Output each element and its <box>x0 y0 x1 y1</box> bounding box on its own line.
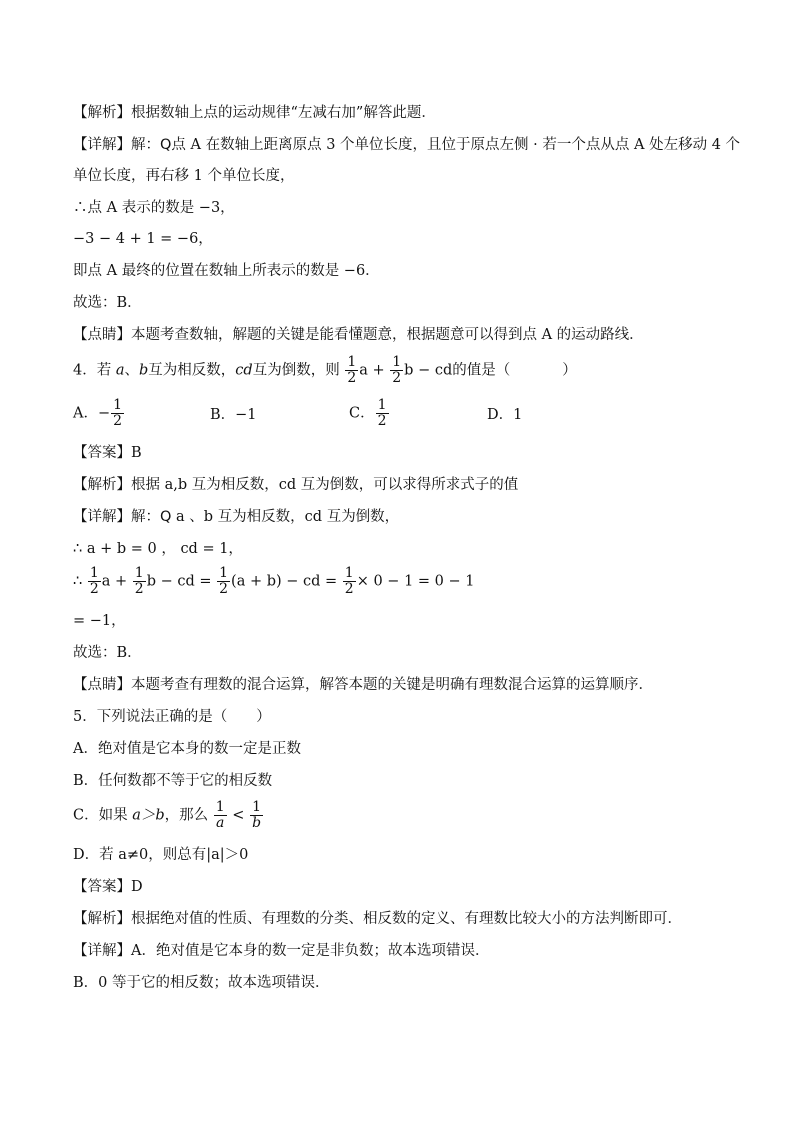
analysis-line: 【解析】根据数轴上点的运动规律“左减右加”解答此题． <box>73 105 436 121</box>
fraction-half <box>345 355 358 386</box>
q5-option-b: B．任何数都不等于它的相反数 <box>73 773 273 789</box>
denominator: 2 <box>347 370 357 386</box>
fraction <box>250 800 263 831</box>
expr: b − cd = <box>146 573 212 590</box>
numerator: 1 <box>113 397 123 413</box>
result-line: = −1， <box>73 613 126 629</box>
paren-close: ） <box>562 362 577 379</box>
denominator: 2 <box>89 581 99 597</box>
numerator: 1 <box>89 565 99 581</box>
detail-text-cont: 若一个点从点 A 处左移动 4 个 <box>542 137 741 153</box>
var-cd: cd <box>235 362 253 379</box>
equation-line <box>73 566 474 597</box>
analysis-line: 【解析】根据绝对值的性质、有理数的分类、相反数的定义、有理数比较大小的方法判断即可． <box>73 911 682 927</box>
detail-label: 【详解】解： <box>73 509 160 525</box>
detail-line-cont: B．0 等于它的相反数；故本选项错误． <box>73 975 330 991</box>
question-4 <box>73 355 577 386</box>
numerator: 1 <box>250 800 263 816</box>
q4-number: 4．若 <box>73 362 112 379</box>
fraction <box>88 566 101 597</box>
fraction <box>376 398 389 429</box>
answer-line: 【答案】B <box>73 445 142 461</box>
detail-label: 【详解】解： <box>73 137 160 153</box>
because-symbol: Q <box>160 509 172 525</box>
fraction <box>133 566 146 597</box>
option-label: A．− <box>73 405 111 422</box>
denominator: 2 <box>377 413 387 429</box>
denominator: a <box>216 815 225 831</box>
calc-line: −3 − 4 + 1 = −6， <box>73 231 213 247</box>
less-than: < <box>232 807 245 824</box>
numerator: 1 <box>134 565 144 581</box>
q4-option-b: B．−1 <box>210 407 257 423</box>
q4-option-d: D．1 <box>487 407 523 423</box>
expr: b − cd <box>404 362 453 379</box>
choose-line: 故选：B． <box>73 295 142 311</box>
fraction <box>214 800 227 831</box>
q4-end: 的值是（ <box>452 362 511 379</box>
expr: a + <box>101 573 128 590</box>
expr: (a + b) − cd = <box>231 573 338 590</box>
detail-text: 点 A 在数轴上距离原点 3 个单位长度，且位于原点左侧 <box>171 137 529 153</box>
fraction-half <box>390 355 403 386</box>
fraction <box>343 566 356 597</box>
expr: × 0 − 1 = 0 − 1 <box>356 573 475 590</box>
numerator: 1 <box>215 799 225 815</box>
q5-option-d: D．若 a≠0，则总有|a|＞0 <box>73 847 249 863</box>
detail-line-cont: 单位长度，再右移 1 个单位长度， <box>73 168 295 184</box>
option-label: C．如果 <box>73 807 128 824</box>
fraction <box>111 398 124 429</box>
detail-line <box>73 508 399 526</box>
choose-line: 故选：B． <box>73 645 142 661</box>
comment-line: 【点睛】本题考查有理数的混合运算，解答本题的关键是明确有理数混合运算的运算顺序． <box>73 677 653 693</box>
denominator: 2 <box>219 581 229 597</box>
therefore-symbol: ∴ <box>73 573 83 590</box>
question-5: 5．下列说法正确的是（ ） <box>73 709 271 725</box>
option-label: C． <box>349 405 375 422</box>
numerator: 1 <box>392 354 402 370</box>
condition: a＞b <box>132 807 165 824</box>
q4-text2: 互为倒数，则 <box>252 362 340 379</box>
var-b: b <box>139 362 149 379</box>
denominator: 2 <box>113 413 123 429</box>
sep: 、 <box>124 362 139 379</box>
denominator: b <box>252 815 262 831</box>
detail-line <box>73 136 740 154</box>
denominator: 2 <box>344 581 354 597</box>
q4-text: 互为相反数， <box>148 362 236 379</box>
q4-option-c <box>349 398 390 429</box>
detail-text: a 、b 互为相反数，cd 互为倒数， <box>176 509 400 525</box>
numerator: 1 <box>219 565 229 581</box>
numerator: 1 <box>344 565 354 581</box>
var-a: a <box>115 362 125 379</box>
comment-line: 【点睛】本题考查数轴，解题的关键是能看懂题意，根据题意可以得到点 A 的运动路线． <box>73 327 644 343</box>
fraction <box>217 566 230 597</box>
therefore-line: ∴点 A 表示的数是 −3， <box>73 200 235 216</box>
expr: a + <box>359 362 385 379</box>
q5-option-c <box>73 800 264 831</box>
analysis-line: 【解析】根据 a,b 互为相反数，cd 互为倒数，可以求得所求式子的值 <box>73 477 519 493</box>
option-text: ，那么 <box>164 807 209 824</box>
numerator: 1 <box>347 354 357 370</box>
numerator: 1 <box>377 397 387 413</box>
answer-line: 【答案】D <box>73 879 143 895</box>
q4-option-a <box>73 398 125 429</box>
denominator: 2 <box>392 370 402 386</box>
therefore-line: ∴ a + b = 0 ， cd = 1， <box>73 541 243 557</box>
q5-option-a: A．绝对值是它本身的数一定是正数 <box>73 741 301 757</box>
denominator: 2 <box>134 581 144 597</box>
dot-mark: · <box>533 137 538 153</box>
detail-line: 【详解】A．绝对值是它本身的数一定是非负数；故本选项错误． <box>73 943 490 959</box>
because-symbol: Q <box>160 137 172 153</box>
final-line: 即点 A 最终的位置在数轴上所表示的数是 −6． <box>73 263 380 279</box>
